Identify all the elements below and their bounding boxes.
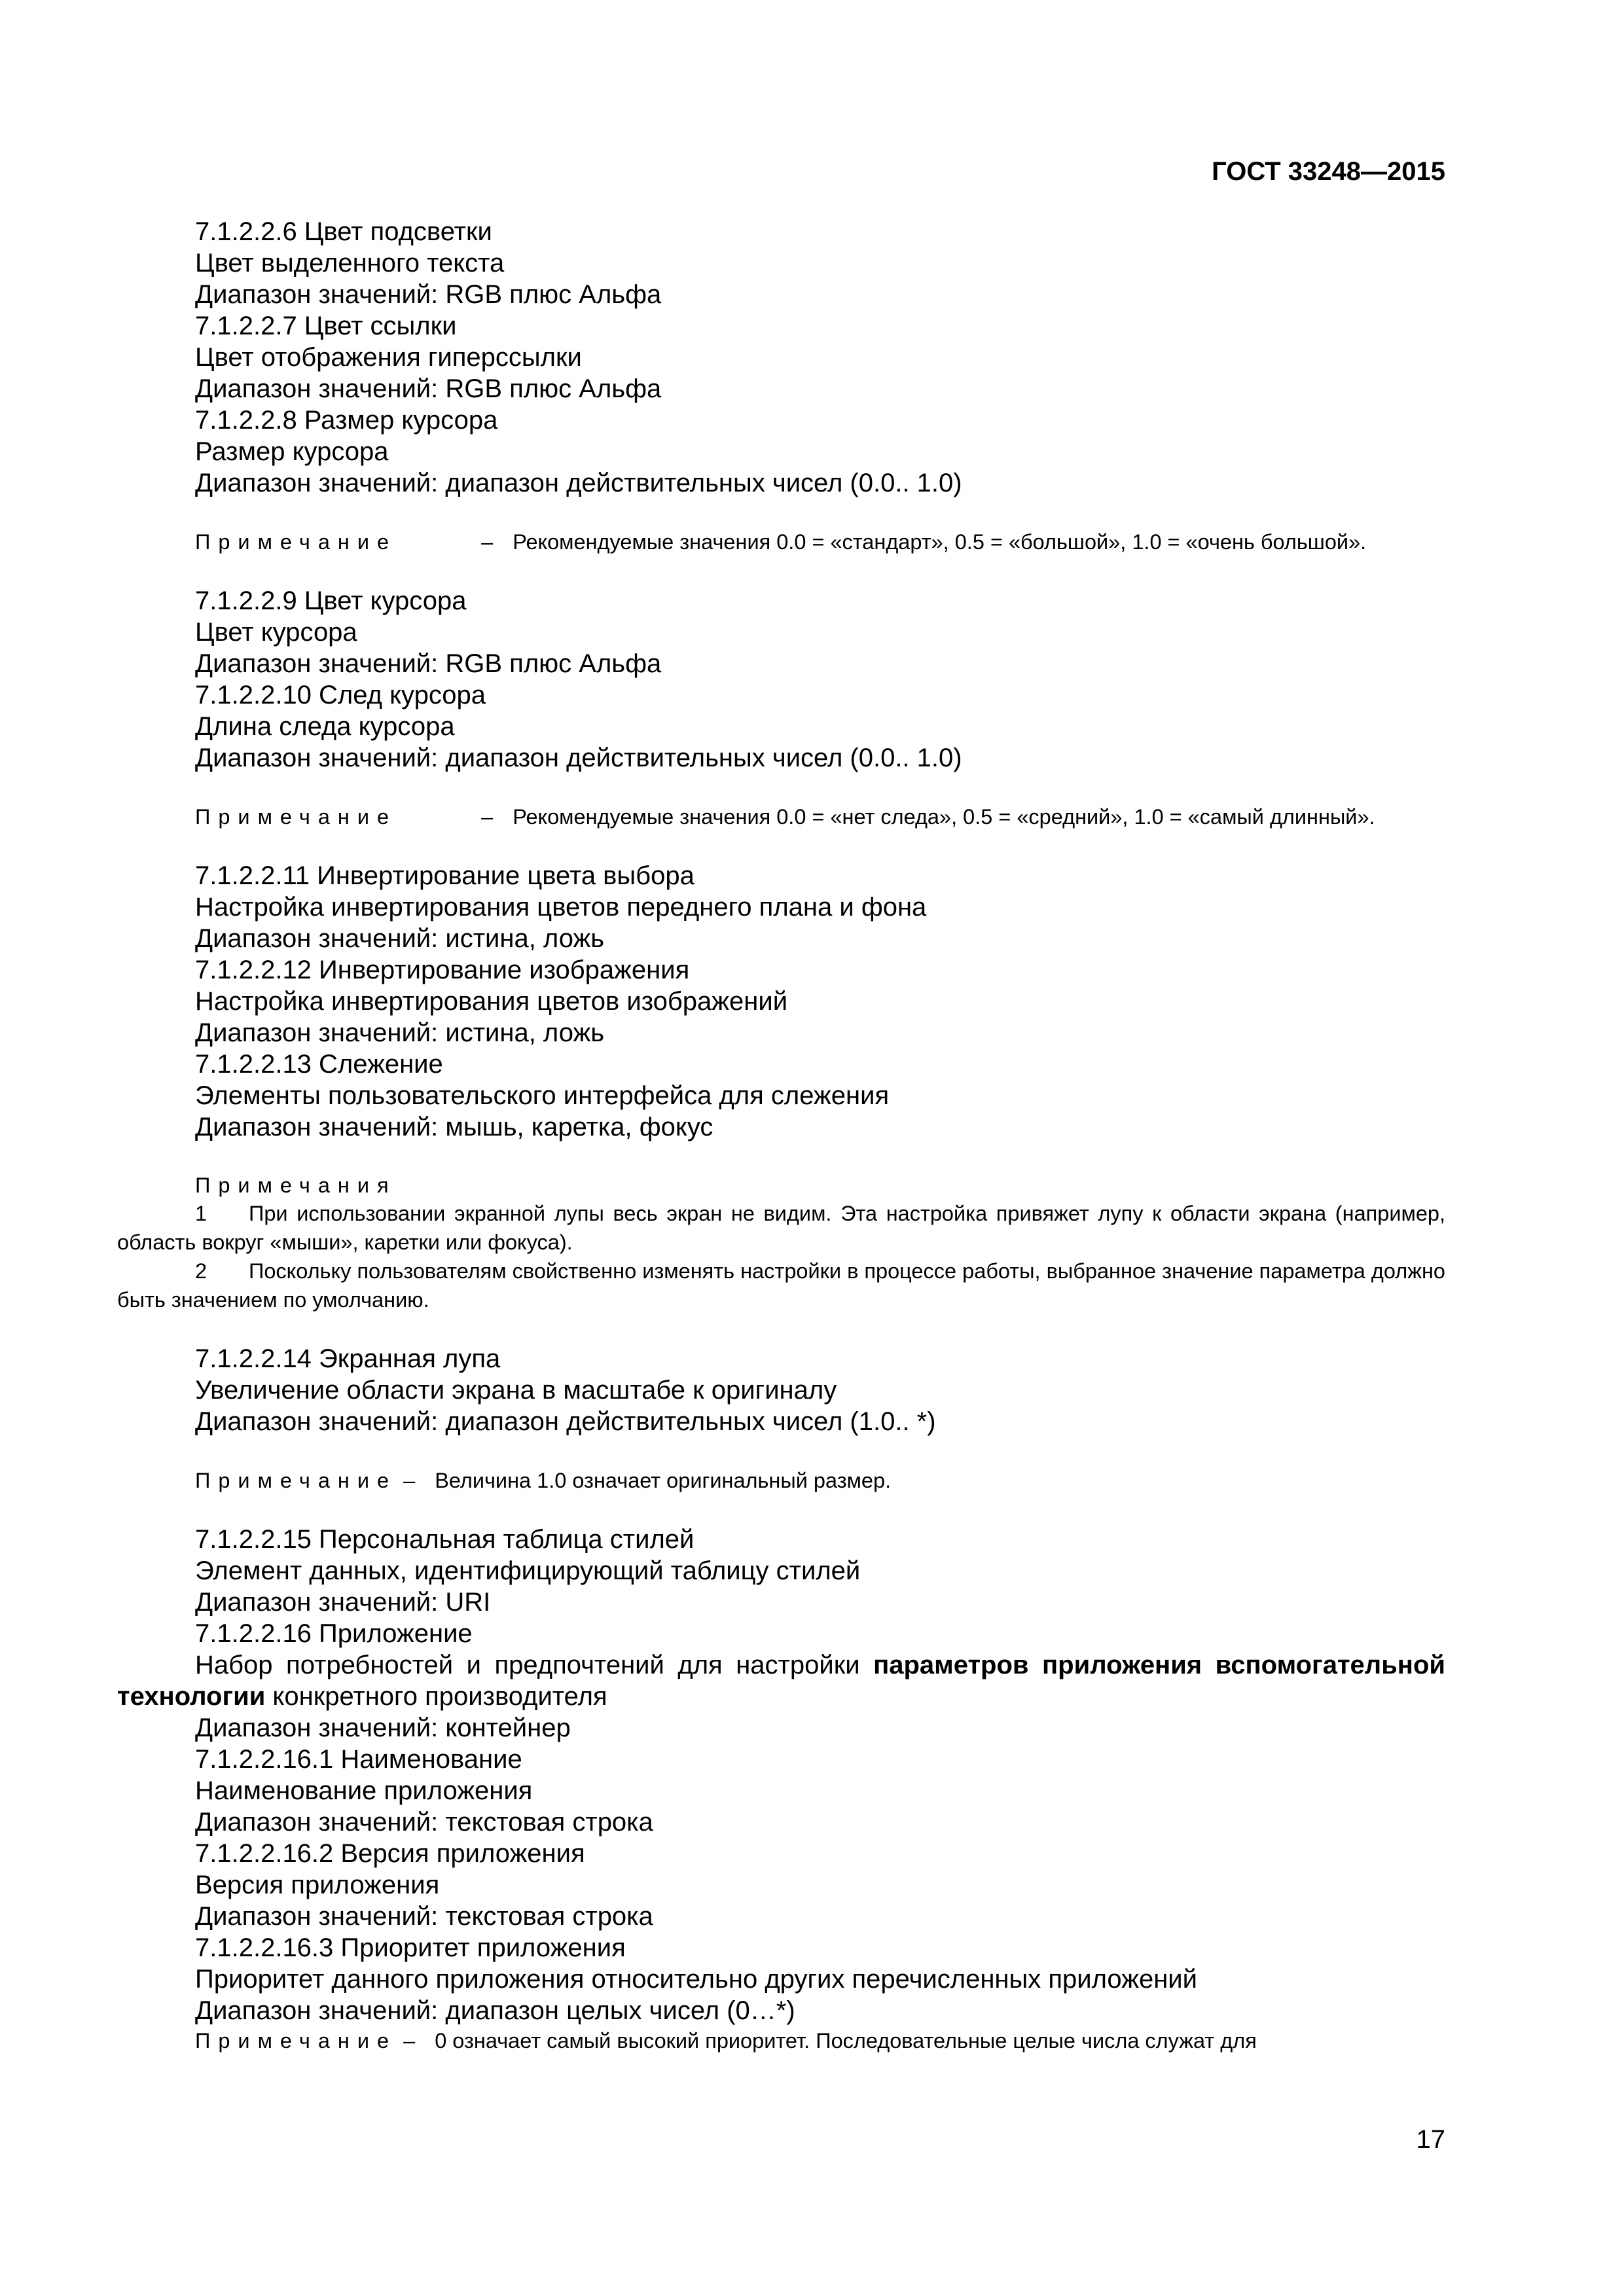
note-cursor-size <box>117 528 1445 556</box>
note-priority <box>117 2026 1445 2055</box>
clause-range: Диапазон значений: текстовая строка <box>195 1808 653 1837</box>
note-magnifier <box>117 1466 1445 1495</box>
clause-heading: 7.1.2.2.11 Инвертирование цвета выбора <box>195 861 695 890</box>
clause-heading: 7.1.2.2.13 Слежение <box>195 1050 443 1079</box>
page-number: 17 <box>1416 2125 1445 2154</box>
clause-heading: 7.1.2.2.12 Инвертирование изображения <box>195 956 690 984</box>
clause-heading: 7.1.2.2.14 Экранная лупа <box>195 1344 501 1373</box>
clause-range: Диапазон значений: RGB плюс Альфа <box>195 280 662 309</box>
clause-heading: 7.1.2.2.8 Размер курсора <box>195 406 498 435</box>
clause-definition: Наименование приложения <box>195 1776 533 1805</box>
clause-range: Диапазон значений: RGB плюс Альфа <box>195 649 662 678</box>
clause-heading: 7.1.2.2.15 Персональная таблица стилей <box>195 1525 695 1554</box>
clause-range: Диапазон значений: истина, ложь <box>195 924 605 953</box>
clause-definition: Размер курсора <box>195 437 389 466</box>
note-label: Примечание <box>195 1469 397 1492</box>
clause-range: Диапазон значений: диапазон действительных чисел (0.0.. 1.0) <box>195 469 962 497</box>
bold-term: параметров приложения вспомогательной технологии <box>117 1651 1445 1711</box>
note-item-number: 1 <box>195 1202 208 1225</box>
clause-definition: Версия приложения <box>195 1871 440 1899</box>
clause-heading: 7.1.2.2.9 Цвет курсора <box>195 586 467 615</box>
clause-definition: Цвет выделенного текста <box>195 249 505 278</box>
clause-heading: 7.1.2.2.16 Приложение <box>195 1619 473 1648</box>
clause-definition: Цвет отображения гиперссылки <box>195 343 582 372</box>
clause-heading: 7.1.2.2.16.2 Версия приложения <box>195 1839 585 1868</box>
clause-definition: Элемент данных, идентифицирующий таблицу стилей <box>195 1556 861 1585</box>
note-item <box>117 1257 1445 1314</box>
note-cursor-trail <box>117 802 1445 831</box>
clause-definition: Длина следа курсора <box>195 712 455 741</box>
clause-range: Диапазон значений: текстовая строка <box>195 1902 653 1931</box>
note-text: Рекомендуемые значения 0.0 = «нет следа», 0.5 = «средний», 1.0 = «самый длинный». <box>513 805 1375 829</box>
notes-label: Примечания <box>195 1174 397 1197</box>
clause-definition: Приоритет данного приложения относительно других перечисленных приложений <box>195 1965 1197 1994</box>
clause-heading: 7.1.2.2.7 Цвет ссылки <box>195 312 457 340</box>
clause-heading: 7.1.2.2.6 Цвет подсветки <box>195 217 492 246</box>
clause-range: Диапазон значений: мышь, каретка, фокус <box>195 1113 713 1141</box>
clause-range: Диапазон значений: RGB плюс Альфа <box>195 374 662 403</box>
notes-tracking <box>117 1172 1445 1314</box>
note-label: Примечание <box>195 805 397 829</box>
note-item-number: 2 <box>195 1259 208 1283</box>
note-label: Примечание <box>195 2029 397 2053</box>
note-dash: – <box>481 530 494 554</box>
clause-heading: 7.1.2.2.16.3 Приоритет приложения <box>195 1933 626 1962</box>
clause-heading: 7.1.2.2.16.1 Наименование <box>195 1745 522 1774</box>
document-body <box>117 216 1445 2055</box>
note-dash: – <box>403 1469 416 1492</box>
clause-definition: Увеличение области экрана в масштабе к оригиналу <box>195 1376 837 1405</box>
clause-definition: Элементы пользовательского интерфейса для слежения <box>195 1081 890 1110</box>
note-item-text: При использовании экранной лупы весь экран не видим. Эта настройка привяжет лупу к области экрана (например, область вокруг «мыши», каретки или фокуса). <box>117 1202 1445 1254</box>
note-text: Величина 1.0 означает оригинальный размер. <box>435 1469 892 1492</box>
clause-range: Диапазон значений: контейнер <box>195 1713 571 1742</box>
note-dash: – <box>481 805 494 829</box>
clause-heading: 7.1.2.2.10 След курсора <box>195 681 486 709</box>
note-label: Примечание <box>195 530 397 554</box>
clause-range: Диапазон значений: диапазон действительных чисел (1.0.. *) <box>195 1407 936 1436</box>
note-item-text: Поскольку пользователям свойственно изменять настройки в процессе работы, выбранное значение параметра должно быть значением по умолчанию. <box>117 1259 1445 1312</box>
clause-range: Диапазон значений: URI <box>195 1588 491 1617</box>
note-text: 0 означает самый высокий приоритет. Последовательные целые числа служат для <box>435 2029 1257 2053</box>
clause-definition: Настройка инвертирования цветов переднего плана и фона <box>195 893 927 922</box>
note-dash: – <box>403 2029 416 2053</box>
clause-definition: Настройка инвертирования цветов изображений <box>195 987 788 1016</box>
application-definition: Набор потребностей и предпочтений для настройки параметров приложения вспомогательной технологии конкретного производителя <box>117 1651 1445 1711</box>
clause-range: Диапазон значений: диапазон целых чисел (0…*) <box>195 1996 795 2025</box>
document-header: ГОСТ 33248—2015 <box>1212 157 1445 186</box>
clause-definition: Цвет курсора <box>195 618 357 647</box>
clause-range: Диапазон значений: диапазон действительных чисел (0.0.. 1.0) <box>195 744 962 772</box>
note-text: Рекомендуемые значения 0.0 = «стандарт», 0.5 = «большой», 1.0 = «очень большой». <box>513 530 1367 554</box>
clause-range: Диапазон значений: истина, ложь <box>195 1018 605 1047</box>
note-item <box>117 1199 1445 1257</box>
